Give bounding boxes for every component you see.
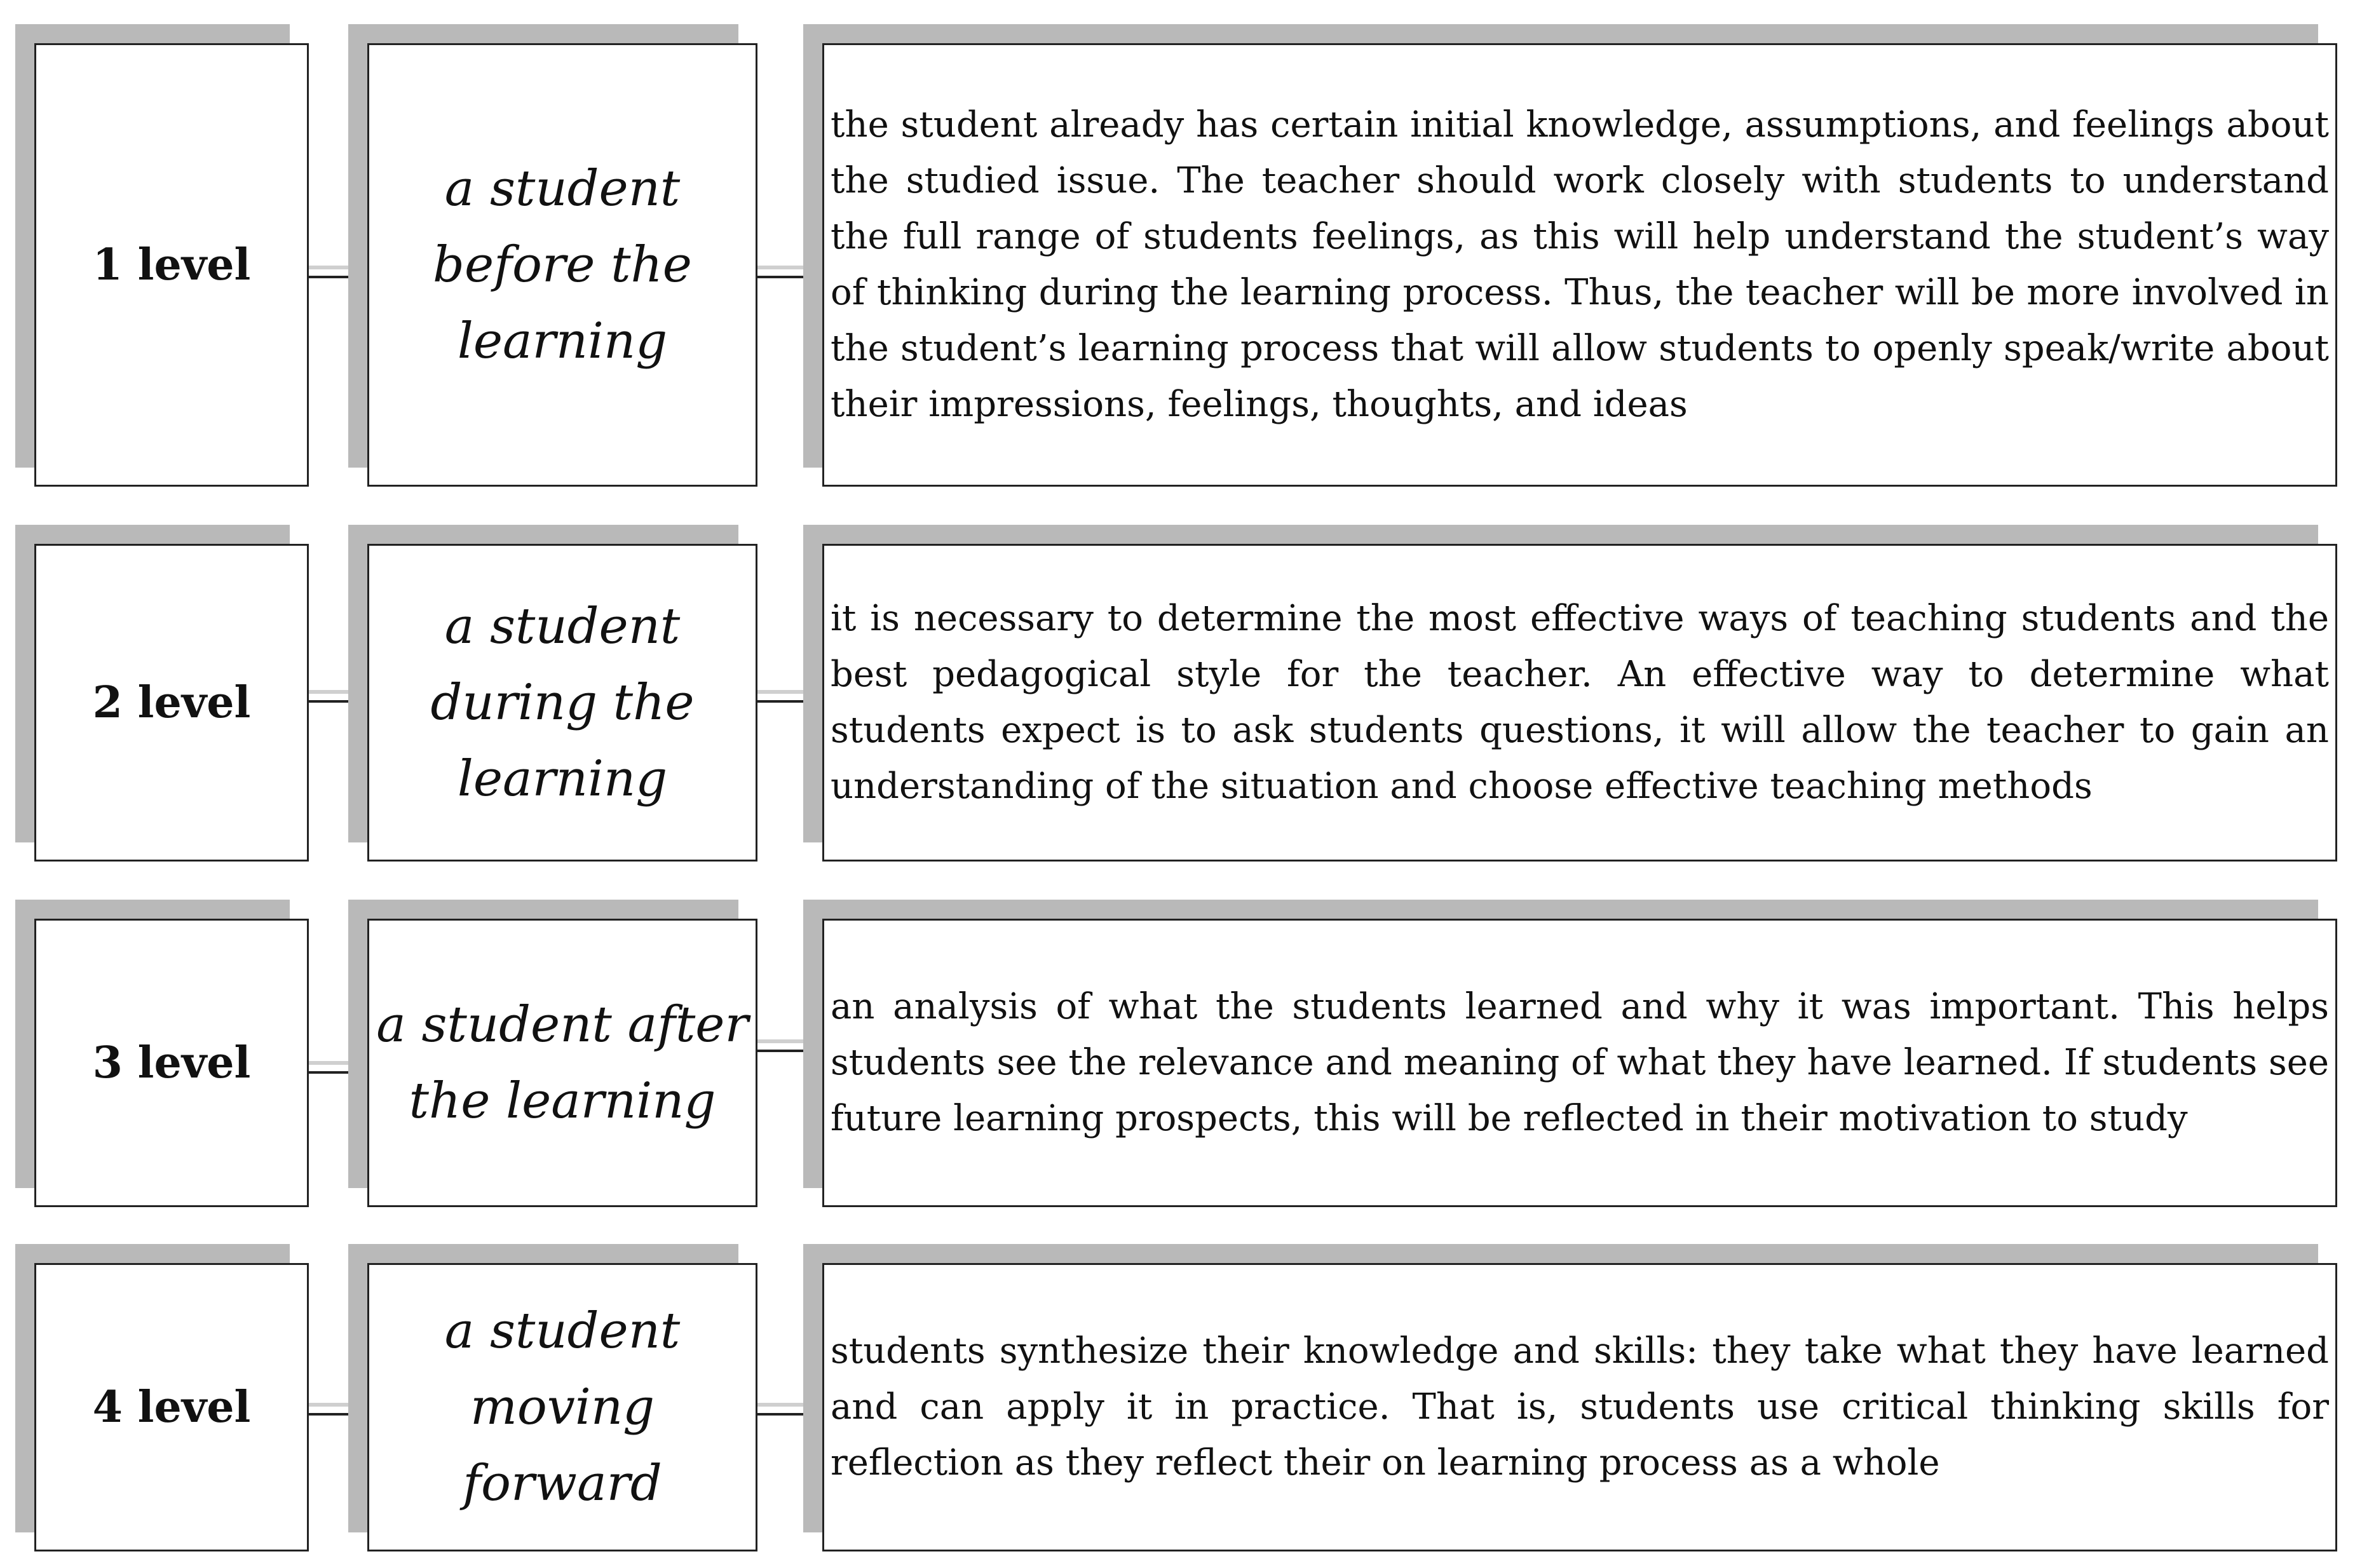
phase-box-2 xyxy=(367,544,757,862)
level-box-4 xyxy=(34,1263,309,1551)
phase-label: a student before the learning xyxy=(433,160,692,370)
description-text: students synthesize their knowledge and skills: they take what they have learned and can apply it in practice. That is, students use critical thinking skills for reflection as they reflect their on learning process as a whole xyxy=(831,1330,2329,1484)
level-label: 4 level xyxy=(92,1382,251,1433)
level-box-2 xyxy=(34,544,309,862)
description-text: the student already has certain initial knowledge, assumptions, and feelings about the studied issue. The teacher should work closely with students to understand the full range of students feelings, as this will help understand the student’s way of thinking during the learning process. Thus, the teacher will be more involved in the student’s learning process that will allow students to openly speak/write about their impressions, feelings, thoughts, and ideas xyxy=(831,104,2329,425)
phase-label: a student moving forward xyxy=(444,1302,681,1512)
description-box-2 xyxy=(822,544,2337,862)
phase-box-3 xyxy=(367,919,757,1207)
level-label: 3 level xyxy=(92,1037,251,1088)
phase-box-1 xyxy=(367,43,757,487)
phase-label: a student after the learning xyxy=(376,996,749,1130)
connector xyxy=(757,1413,822,1416)
level-label: 1 level xyxy=(92,240,251,290)
connector xyxy=(757,700,822,703)
description-text: it is necessary to determine the most effective ways of teaching students and the best pedagogical style for the teacher. An effective way to determine what students expect is to ask students questions, it will allow the teacher to gain an understanding of the situation and choose effective teaching methods xyxy=(831,598,2329,807)
level-box-3 xyxy=(34,919,309,1207)
connector xyxy=(757,1050,822,1052)
level-label: 2 level xyxy=(92,677,251,728)
description-box-3 xyxy=(822,919,2337,1207)
description-box-4 xyxy=(822,1263,2337,1551)
phase-box-4 xyxy=(367,1263,757,1551)
level-box-1 xyxy=(34,43,309,487)
description-text: an analysis of what the students learned and why it was important. This helps students see the relevance and meaning of what they have learned. If students see future learning prospects, this will be reflected in their motivation to study xyxy=(831,986,2329,1139)
connector xyxy=(309,700,367,703)
description-box-1 xyxy=(822,43,2337,487)
phase-label: a student during the learning xyxy=(430,598,695,808)
connector xyxy=(309,1413,367,1416)
connector xyxy=(757,276,822,278)
connector xyxy=(309,1071,367,1074)
connector xyxy=(309,276,367,278)
